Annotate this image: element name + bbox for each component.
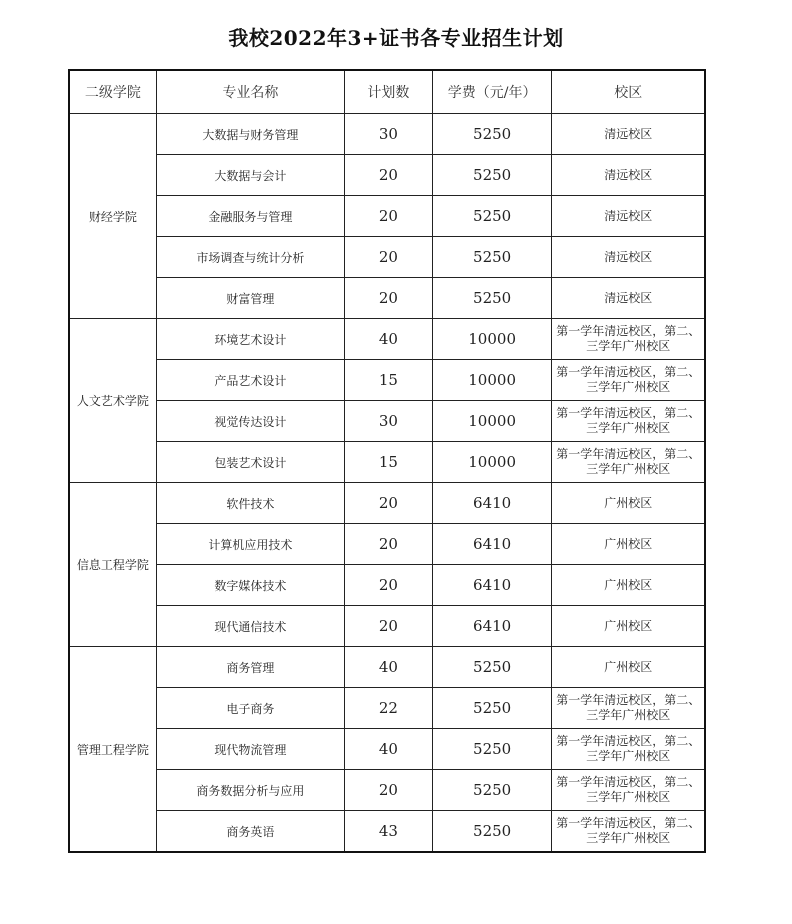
table-row (69, 688, 705, 729)
campus-cell: 第一学年清远校区，第二、三学年广州校区 (552, 360, 705, 401)
college-cell: 财经学院 (69, 114, 156, 319)
campus-cell: 第一学年清远校区，第二、三学年广州校区 (552, 319, 705, 360)
fee-cell: 10000 (432, 401, 552, 442)
campus-cell: 第一学年清远校区，第二、三学年广州校区 (552, 401, 705, 442)
campus-cell: 清远校区 (552, 278, 705, 319)
header-college: 二级学院 (69, 70, 156, 114)
major-cell: 商务数据分析与应用 (156, 770, 344, 811)
header-plan: 计划数 (345, 70, 433, 114)
enrollment-plan-table (68, 69, 706, 853)
plan-cell: 20 (345, 606, 433, 647)
plan-cell: 20 (345, 770, 433, 811)
major-cell: 计算机应用技术 (156, 524, 344, 565)
campus-cell: 第一学年清远校区，第二、三学年广州校区 (552, 442, 705, 483)
table-row (69, 278, 705, 319)
campus-cell: 广州校区 (552, 565, 705, 606)
campus-cell: 清远校区 (552, 196, 705, 237)
campus-cell: 广州校区 (552, 606, 705, 647)
fee-cell: 10000 (432, 442, 552, 483)
table-row (69, 770, 705, 811)
major-cell: 软件技术 (156, 483, 344, 524)
fee-cell: 5250 (432, 278, 552, 319)
campus-cell: 广州校区 (552, 647, 705, 688)
major-cell: 环境艺术设计 (156, 319, 344, 360)
plan-cell: 20 (345, 483, 433, 524)
major-cell: 商务英语 (156, 811, 344, 853)
college-cell: 信息工程学院 (69, 483, 156, 647)
fee-cell: 5250 (432, 688, 552, 729)
plan-cell: 20 (345, 565, 433, 606)
major-cell: 数字媒体技术 (156, 565, 344, 606)
plan-cell: 22 (345, 688, 433, 729)
table-row (69, 155, 705, 196)
table-row (69, 606, 705, 647)
major-cell: 现代通信技术 (156, 606, 344, 647)
table-row (69, 565, 705, 606)
major-cell: 市场调查与统计分析 (156, 237, 344, 278)
fee-cell: 5250 (432, 237, 552, 278)
plan-cell: 30 (345, 114, 433, 155)
major-cell: 大数据与财务管理 (156, 114, 344, 155)
major-cell: 包装艺术设计 (156, 442, 344, 483)
campus-cell: 第一学年清远校区，第二、三学年广州校区 (552, 729, 705, 770)
campus-cell: 第一学年清远校区，第二、三学年广州校区 (552, 811, 705, 853)
major-cell: 商务管理 (156, 647, 344, 688)
header-fee: 学费（元/年） (432, 70, 552, 114)
table-row (69, 729, 705, 770)
fee-cell: 5250 (432, 811, 552, 853)
fee-cell: 5250 (432, 114, 552, 155)
table-row (69, 483, 705, 524)
table-row (69, 196, 705, 237)
plan-cell: 15 (345, 360, 433, 401)
table-row (69, 319, 705, 360)
plan-cell: 20 (345, 237, 433, 278)
plan-cell: 40 (345, 319, 433, 360)
fee-cell: 5250 (432, 155, 552, 196)
page-title: 我校2022年3+证书各专业招生计划 (228, 26, 564, 50)
college-cell: 人文艺术学院 (69, 319, 156, 483)
major-cell: 现代物流管理 (156, 729, 344, 770)
campus-cell: 广州校区 (552, 483, 705, 524)
major-cell: 金融服务与管理 (156, 196, 344, 237)
table-row (69, 647, 705, 688)
fee-cell: 5250 (432, 647, 552, 688)
major-cell: 产品艺术设计 (156, 360, 344, 401)
plan-cell: 43 (345, 811, 433, 853)
campus-cell: 广州校区 (552, 524, 705, 565)
fee-cell: 5250 (432, 729, 552, 770)
header-major: 专业名称 (156, 70, 344, 114)
campus-cell: 清远校区 (552, 114, 705, 155)
table-row (69, 524, 705, 565)
table-row (69, 114, 705, 155)
campus-cell: 清远校区 (552, 237, 705, 278)
table-row (69, 442, 705, 483)
header-campus: 校区 (552, 70, 705, 114)
fee-cell: 6410 (432, 606, 552, 647)
campus-cell: 清远校区 (552, 155, 705, 196)
table-row (69, 811, 705, 853)
plan-cell: 15 (345, 442, 433, 483)
table-row (69, 237, 705, 278)
plan-cell: 20 (345, 524, 433, 565)
table-row (69, 360, 705, 401)
plan-cell: 20 (345, 196, 433, 237)
major-cell: 财富管理 (156, 278, 344, 319)
fee-cell: 5250 (432, 196, 552, 237)
college-cell: 管理工程学院 (69, 647, 156, 853)
campus-cell: 第一学年清远校区，第二、三学年广州校区 (552, 770, 705, 811)
plan-cell: 40 (345, 729, 433, 770)
campus-cell: 第一学年清远校区，第二、三学年广州校区 (552, 688, 705, 729)
plan-cell: 20 (345, 155, 433, 196)
fee-cell: 10000 (432, 319, 552, 360)
table-row (69, 401, 705, 442)
table-header-row (69, 70, 705, 114)
fee-cell: 5250 (432, 770, 552, 811)
fee-cell: 6410 (432, 483, 552, 524)
major-cell: 视觉传达设计 (156, 401, 344, 442)
major-cell: 大数据与会计 (156, 155, 344, 196)
major-cell: 电子商务 (156, 688, 344, 729)
fee-cell: 6410 (432, 565, 552, 606)
fee-cell: 10000 (432, 360, 552, 401)
plan-cell: 40 (345, 647, 433, 688)
plan-cell: 30 (345, 401, 433, 442)
fee-cell: 6410 (432, 524, 552, 565)
plan-cell: 20 (345, 278, 433, 319)
